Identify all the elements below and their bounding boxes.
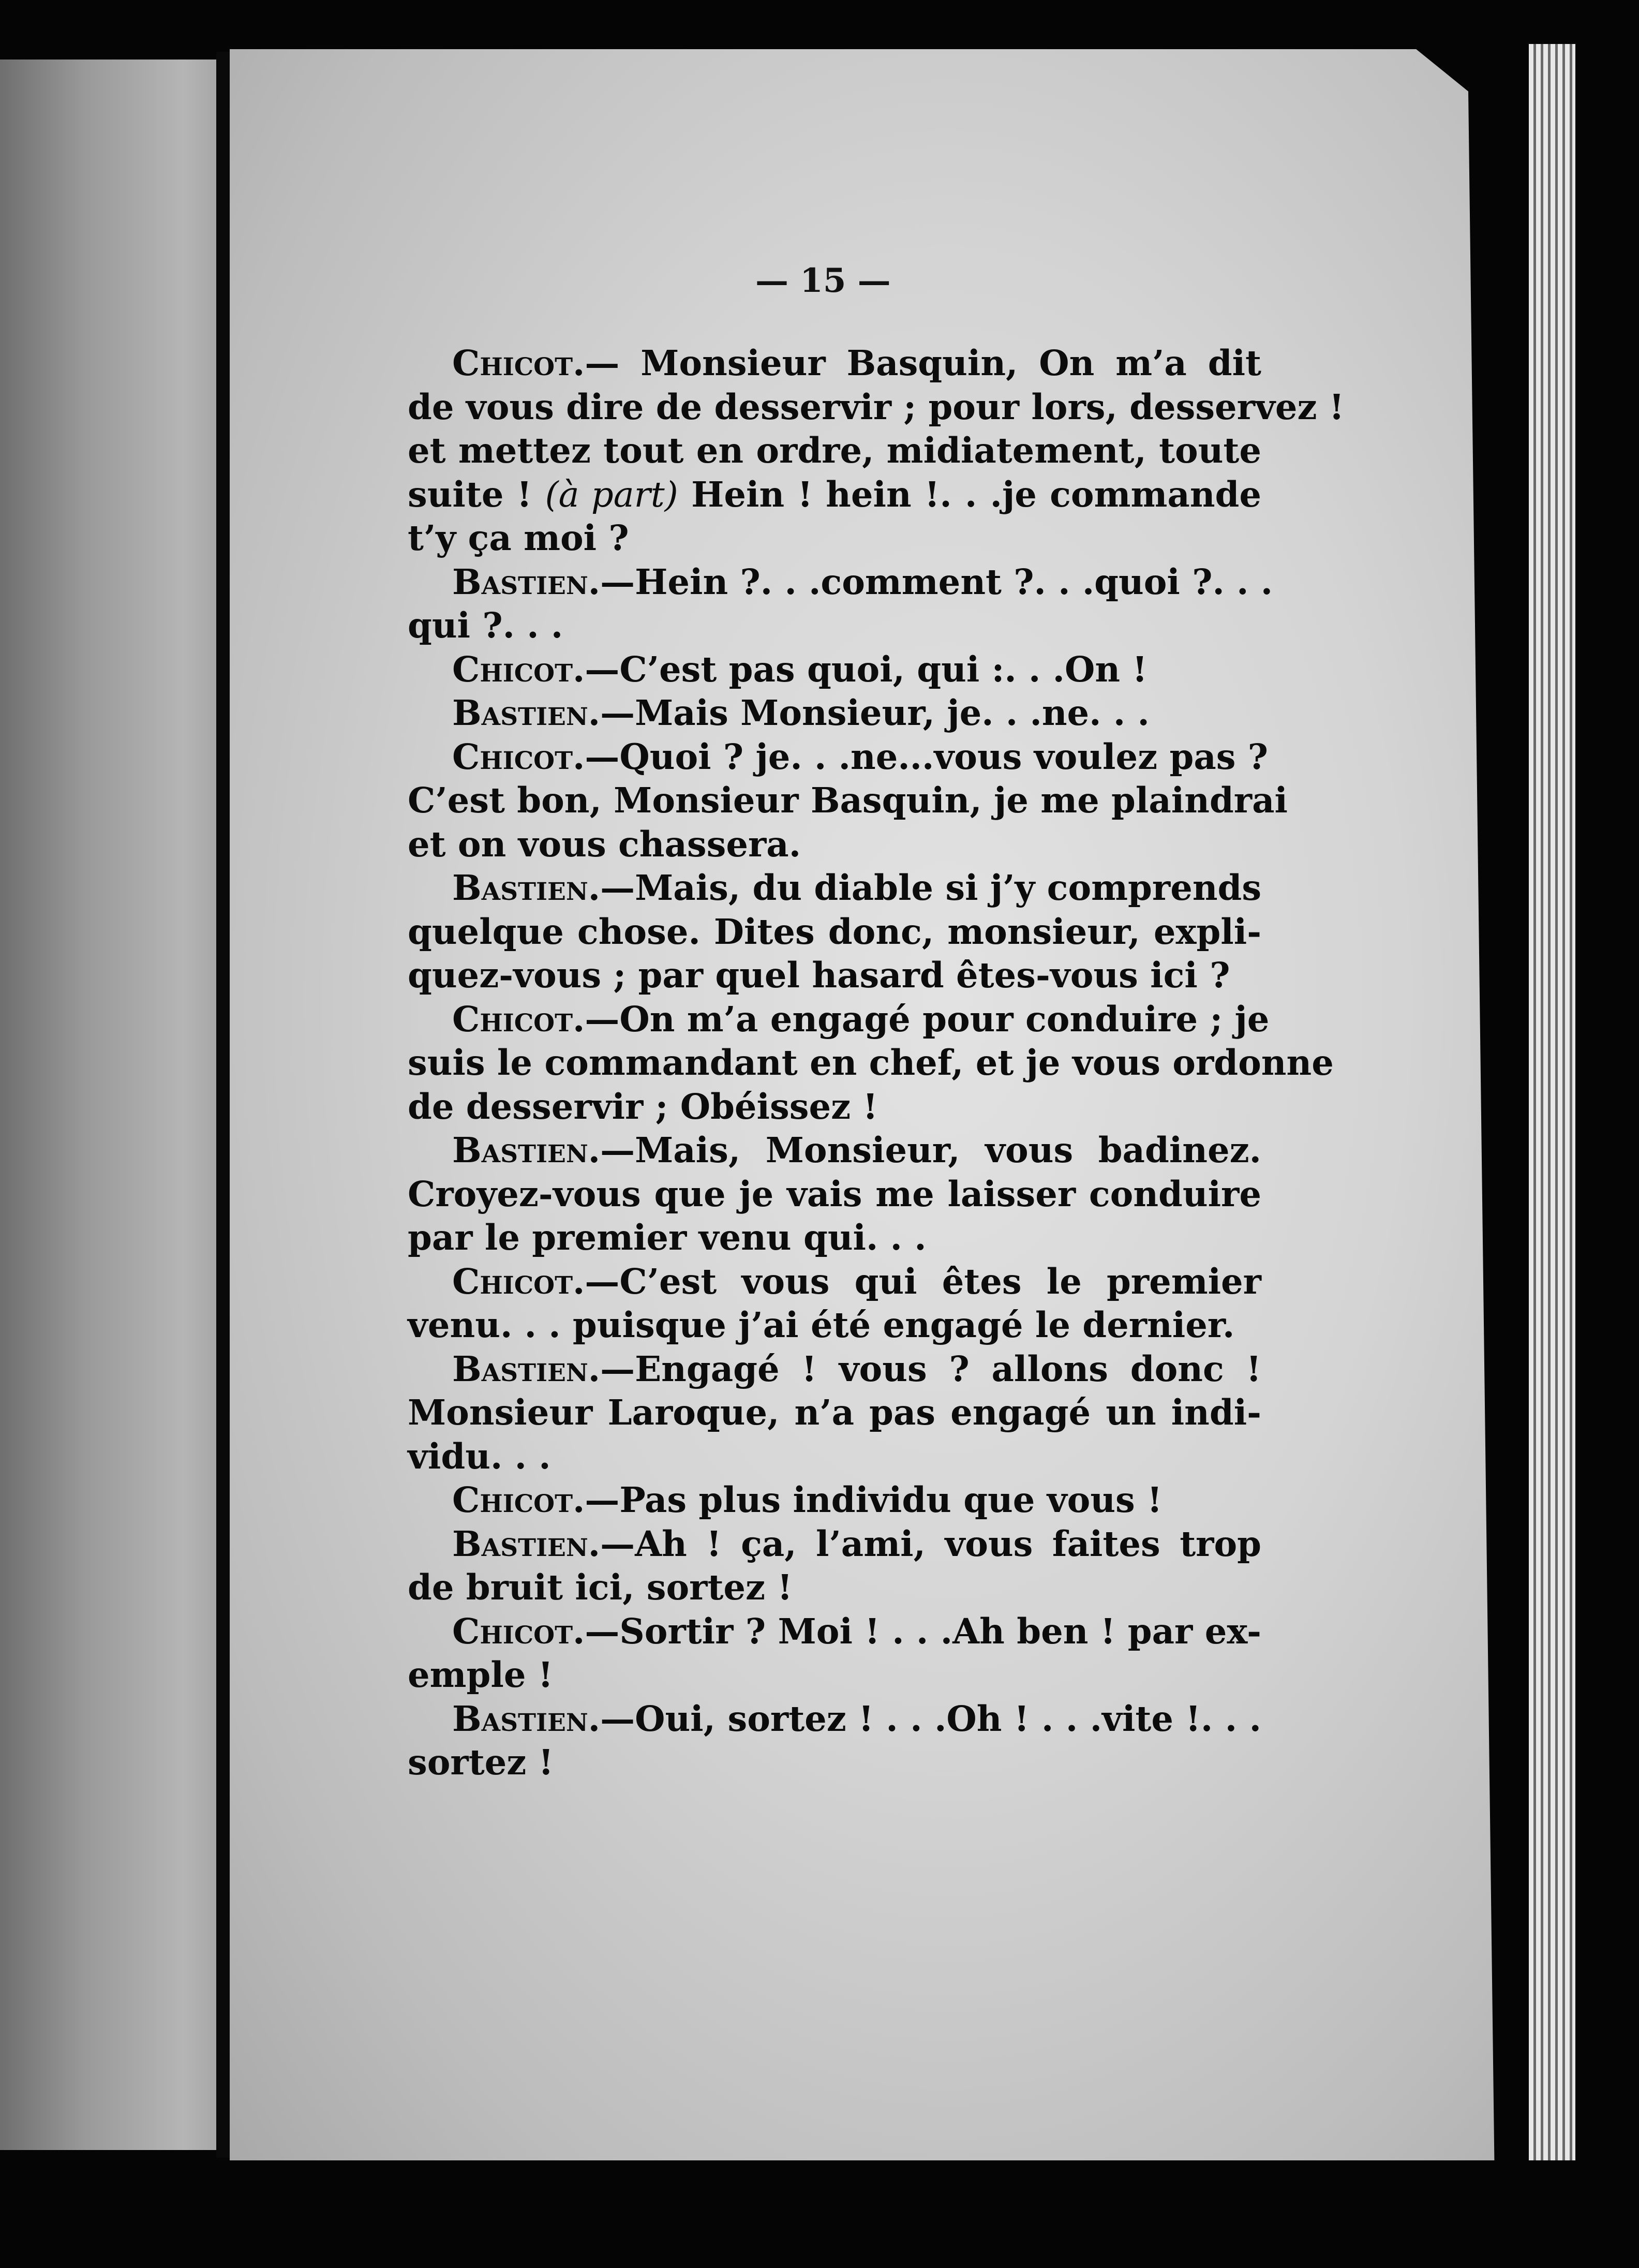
text-line: [408, 1173, 1261, 1217]
line-text: —Oui, sortez ! . . .Oh ! . . .vite !. . .: [600, 1698, 1261, 1739]
text-line: [408, 1610, 1261, 1654]
text-line: [408, 1041, 1334, 1085]
text-line: [408, 1303, 1261, 1347]
text-line: [408, 735, 1269, 779]
text-line: [408, 1347, 1261, 1391]
text-line: [408, 386, 1345, 429]
speaker-name: Chicot.: [452, 343, 585, 383]
dialogue-text: [408, 342, 1345, 1785]
line-text: —Hein ?. . .comment ?. . .quoi ?. . .: [600, 561, 1273, 602]
line-text: —C’est vous qui êtes le premier: [585, 1261, 1261, 1302]
line-text: —On m’a engagé pour conduire ; je: [585, 998, 1270, 1040]
line-text: Croyez-vous que je vais me laisser conduire: [408, 1173, 1261, 1214]
speaker-name: Chicot.: [452, 1261, 585, 1302]
facing-page-left: [0, 60, 216, 2150]
line-text: par le premier venu qui. . .: [408, 1217, 927, 1258]
line-text: quez-vous ; par quel hasard êtes-vous ici ?: [408, 955, 1230, 996]
page-edges: [1529, 44, 1575, 2160]
text-line: [408, 1697, 1261, 1741]
line-text: quelque chose. Dites donc, monsieur, expli-: [408, 911, 1261, 952]
text-line: [408, 1478, 1261, 1522]
line-text: —C’est pas quoi, qui :. . .On !: [585, 648, 1148, 690]
text-line: [408, 1085, 1261, 1129]
line-text: C’est bon, Monsieur Basquin, je me plaindrai: [408, 780, 1288, 821]
line-text: venu. . . puisque j’ai été engagé le dernier.: [408, 1305, 1235, 1345]
line-text: vidu. . .: [408, 1435, 551, 1477]
line-text: sortez !: [408, 1742, 554, 1783]
speaker-name: Bastien.: [452, 1130, 601, 1170]
speaker-name: Bastien.: [452, 867, 601, 908]
text-line: [408, 910, 1261, 954]
line-text: et on vous chassera.: [408, 823, 801, 865]
text-line: [408, 1260, 1261, 1304]
line-text: qui ?. . .: [408, 605, 563, 646]
line-text: et mettez tout en ordre, midiatement, toute: [408, 430, 1261, 471]
line-text: —Pas plus individu que vous !: [585, 1479, 1163, 1520]
speaker-name: Chicot.: [452, 998, 585, 1040]
line-text: de bruit ici, sortez !: [408, 1567, 793, 1608]
text-line: [408, 954, 1261, 998]
text-line: [408, 998, 1270, 1042]
line-text: —Mais, Monsieur, vous badinez.: [600, 1130, 1261, 1170]
stage-direction: (à part): [545, 474, 678, 515]
line-text: t’y ça moi ?: [408, 517, 629, 558]
text-line: [408, 473, 1261, 517]
text-line: [408, 604, 1261, 648]
text-line: [408, 560, 1273, 604]
text-line: [408, 1129, 1261, 1173]
speaker-name: Bastien.: [452, 561, 601, 602]
line-text: suis le commandant en chef, et je vous ordonne: [408, 1042, 1334, 1083]
text-line: [408, 691, 1261, 735]
text-line: [408, 648, 1261, 692]
text-line: [408, 1741, 1261, 1785]
line-text: Monsieur Laroque, n’a pas engagé un indi-: [408, 1392, 1261, 1433]
speaker-name: Chicot.: [452, 648, 585, 690]
line-text: —Quoi ? je. . .ne...vous voulez pas ?: [585, 736, 1269, 777]
text-line: [408, 1216, 1261, 1260]
text-line: [408, 342, 1261, 386]
text-line: [408, 1522, 1261, 1566]
text-line: [408, 429, 1261, 473]
speaker-name: Bastien.: [452, 1348, 601, 1389]
line-text: —Engagé ! vous ? allons donc !: [600, 1348, 1261, 1389]
line-text: suite !: [408, 473, 532, 515]
line-text: —Sortir ? Moi ! . . .Ah ben ! par ex-: [585, 1610, 1261, 1652]
line-text: emple !: [408, 1654, 554, 1695]
text-line: [408, 1653, 1261, 1697]
line-text: — Monsieur Basquin, On m’a dit: [585, 343, 1261, 383]
line-text: de desservir ; Obéissez !: [408, 1086, 878, 1127]
text-line: [408, 866, 1261, 910]
speaker-name: Bastien.: [452, 692, 601, 733]
line-text: Hein ! hein !. . .je commande: [691, 473, 1262, 515]
text-line: [408, 516, 1261, 560]
page-number: — 15 —: [755, 261, 891, 300]
text-line: [408, 1435, 1261, 1479]
speaker-name: Chicot.: [452, 1479, 585, 1520]
text-line: [408, 1391, 1261, 1435]
speaker-name: Chicot.: [452, 1610, 585, 1652]
speaker-name: Bastien.: [452, 1698, 601, 1739]
speaker-name: Chicot.: [452, 736, 585, 777]
speaker-name: Bastien.: [452, 1523, 601, 1564]
line-text: —Mais, du diable si j’y comprends: [600, 867, 1262, 908]
line-text: de vous dire de desservir ; pour lors, desservez !: [408, 386, 1345, 427]
text-line: [408, 823, 1261, 867]
line-text: —Ah ! ça, l’ami, vous faites trop: [600, 1523, 1261, 1564]
text-line: [408, 1566, 1261, 1610]
book-spine: [216, 52, 230, 2158]
text-line: [408, 779, 1288, 823]
line-text: —Mais Monsieur, je. . .ne. . .: [600, 692, 1150, 733]
